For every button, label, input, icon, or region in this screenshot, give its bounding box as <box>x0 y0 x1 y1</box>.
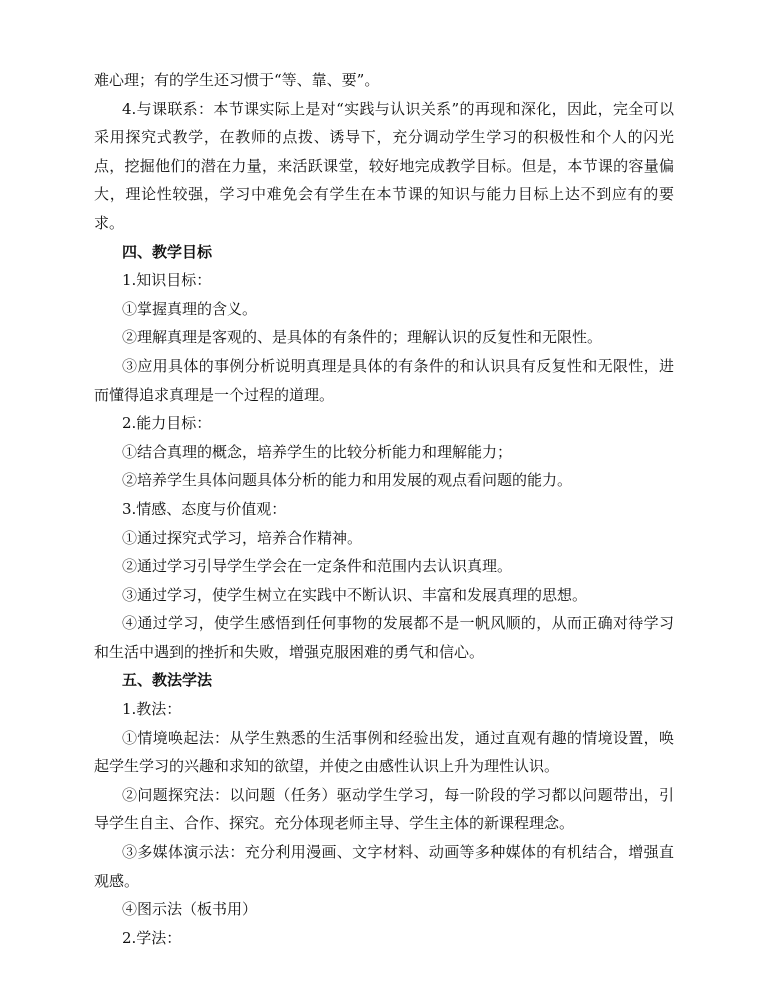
list-item-knowledge-3: ③应用具体的事例分析说明真理是具体的有条件的和认识具有反复性和无限性，进而懂得追求真理是一个过程的道理。 <box>94 356 674 404</box>
subheading-ability-goals: 2.能力目标： <box>122 414 212 433</box>
list-item-method-2: ②问题探究法：以问题（任务）驱动学生学习，每一阶段的学习都以问题带出，引导学生自主、合作、探究。充分体现老师主导、学生主体的新课程理念。 <box>94 785 674 833</box>
list-item-knowledge-1: ①掌握真理的含义。 <box>122 299 258 318</box>
list-item-emotion-1: ①通过探究式学习，培养合作精神。 <box>122 528 363 547</box>
list-item-method-3: ③多媒体演示法：充分利用漫画、文字材料、动画等多种媒体的有机结合，增强直观感。 <box>94 843 674 890</box>
paragraph-course-connection: 4.与课联系：本节课实际上是对“实践与认识关系”的再现和深化，因此，完全可以采用探究式教学，在教师的点拨、诱导下，充分调动学生学习的积极性和个人的闪光点，挖掘他们的潜在力量，来活跃课堂，较好地完成教学目标。但是，本节课的容量偏大，理论性较强，学习中难免会有学生在本节课的知识与能力目标上达不到应有的要求。 <box>94 99 674 232</box>
list-item-ability-2: ②培养学生具体问题具体分析的能力和用发展的观点看问题的能力。 <box>122 471 573 490</box>
list-item-emotion-4: ④通过学习，使学生感悟到任何事物的发展都不是一帆风顺的，从而正确对待学习和生活中遇到的挫折和失败，增强克服困难的勇气和信心。 <box>94 614 674 661</box>
paragraph-continuation: 难心理；有的学生还习惯于“等、靠、要”。 <box>94 71 380 89</box>
list-item-emotion-3: ③通过学习，使学生树立在实践中不断认识、丰富和发展真理的思想。 <box>122 585 588 604</box>
list-item-ability-1: ①结合真理的概念，培养学生的比较分析能力和理解能力； <box>122 442 513 461</box>
list-item-method-1: ①情境唤起法：从学生熟悉的生活事例和经验出发，通过直观有趣的情境设置，唤起学生学习的兴趣和求知的欲望，并使之由感性认识上升为理性认识。 <box>94 728 674 776</box>
section-heading-methods: 五、教法学法 <box>122 671 213 690</box>
list-item-emotion-2: ②通过学习引导学生学会在一定条件和范围内去认识真理。 <box>122 557 513 576</box>
list-item-knowledge-2: ②理解真理是客观的、是具体的有条件的；理解认识的反复性和无限性。 <box>122 328 603 347</box>
subheading-knowledge-goals: 1.知识目标： <box>122 271 212 290</box>
document-page <box>94 66 674 952</box>
list-item-method-4: ④图示法（板书用） <box>122 900 258 919</box>
section-heading-teaching-goals: 四、教学目标 <box>122 242 213 261</box>
subheading-emotion-goals: 3.情感、态度与价值观： <box>122 499 287 518</box>
subheading-teaching-methods: 1.教法： <box>122 700 182 719</box>
subheading-learning-methods: 2.学法： <box>122 928 182 947</box>
